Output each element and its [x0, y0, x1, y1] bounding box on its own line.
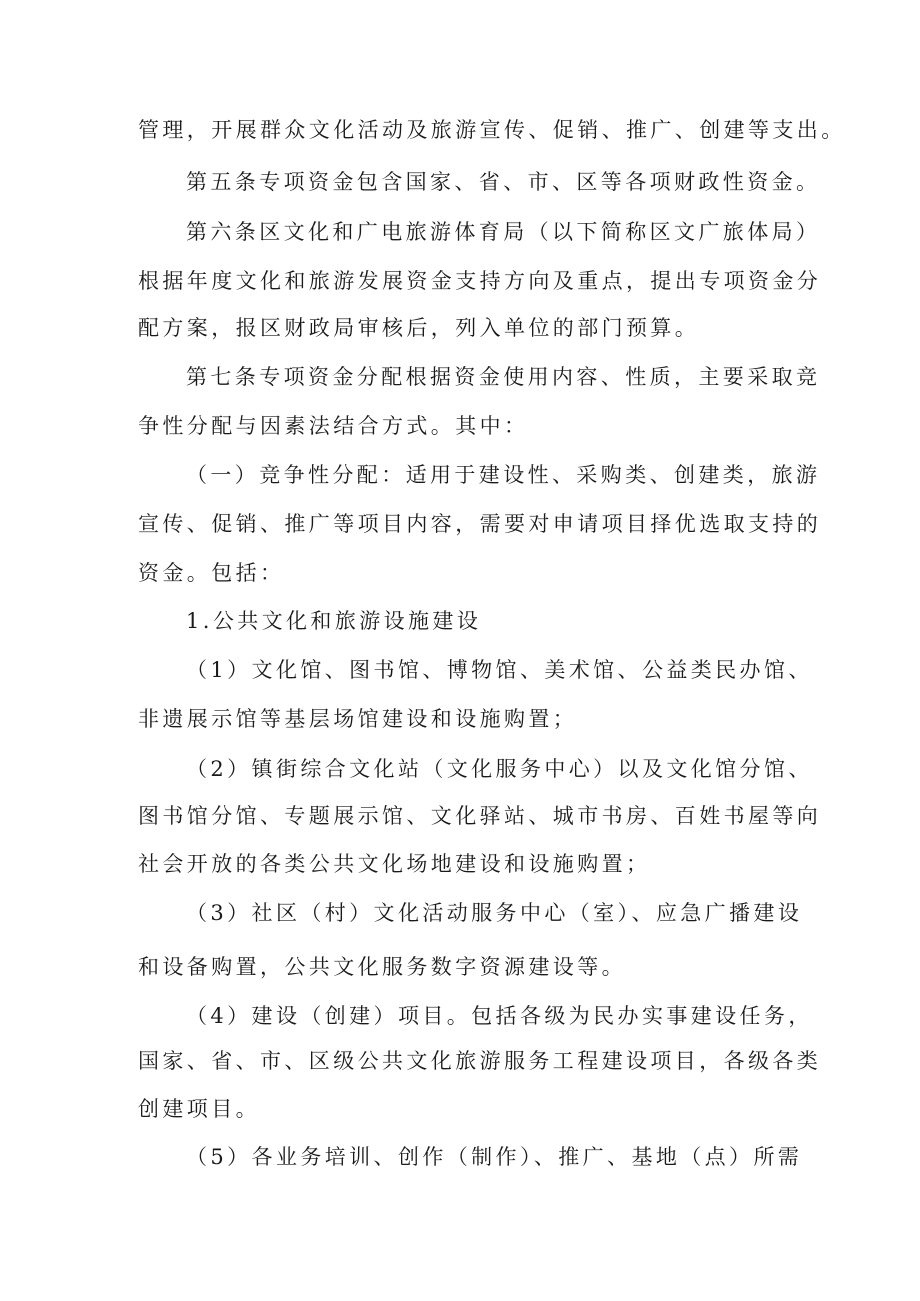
text-line: （3）社区（村）文化活动服务中心（室）、应急广播建设 [186, 901, 803, 925]
text-line: 配方案，报区财政局审核后，列入单位的部门预算。 [138, 316, 700, 340]
text-line: 国家、省、市、区级公共文化旅游服务工程建设项目，各级各类 [138, 1049, 822, 1073]
text-line: 资金。包括： [138, 561, 285, 585]
text-line: 图书馆分馆、专题展示馆、文化驿站、城市书房、百姓书屋等向 [138, 804, 822, 828]
text-line: （4）建设（创建）项目。包括各级为民办实事建设任务， [186, 1004, 813, 1028]
text-line: 第七条专项资金分配根据资金使用内容、性质，主要采取竞 [186, 365, 821, 389]
text-line: 争性分配与因素法结合方式。其中： [138, 414, 529, 438]
text-line: （5）各业务培训、创作（制作）、推广、基地（点）所需 [186, 1145, 803, 1169]
text-line: 第五条专项资金包含国家、省、市、区等各项财政性资金。 [186, 170, 821, 194]
text-line: 社会开放的各类公共文化场地建设和设施购置； [138, 852, 651, 876]
text-line: 管理，开展群众文化活动及旅游宣传、促销、推广、创建等支出。 [138, 118, 846, 142]
text-line: 宣传、促销、推广等项目内容，需要对申请项目择优选取支持的 [138, 512, 822, 536]
text-line: 根据年度文化和旅游发展资金支持方向及重点，提出专项资金分 [138, 269, 822, 293]
text-line: 和设备购置，公共文化服务数字资源建设等。 [138, 955, 626, 979]
text-line: 创建项目。 [138, 1097, 260, 1121]
text-line: （1）文化馆、图书馆、博物馆、美术馆、公益类民办馆、 [186, 658, 813, 682]
text-line: 第六条区文化和广电旅游体育局（以下简称区文广旅体局） [186, 220, 821, 244]
text-line: 非遗展示馆等基层场馆建设和设施购置； [138, 707, 578, 731]
text-line: 1.公共文化和旅游设施建设 [186, 609, 482, 633]
text-line: （一）竞争性分配：适用于建设性、采购类、创建类，旅游 [186, 463, 821, 487]
text-line: （2）镇街综合文化站（文化服务中心）以及文化馆分馆、 [186, 757, 813, 781]
